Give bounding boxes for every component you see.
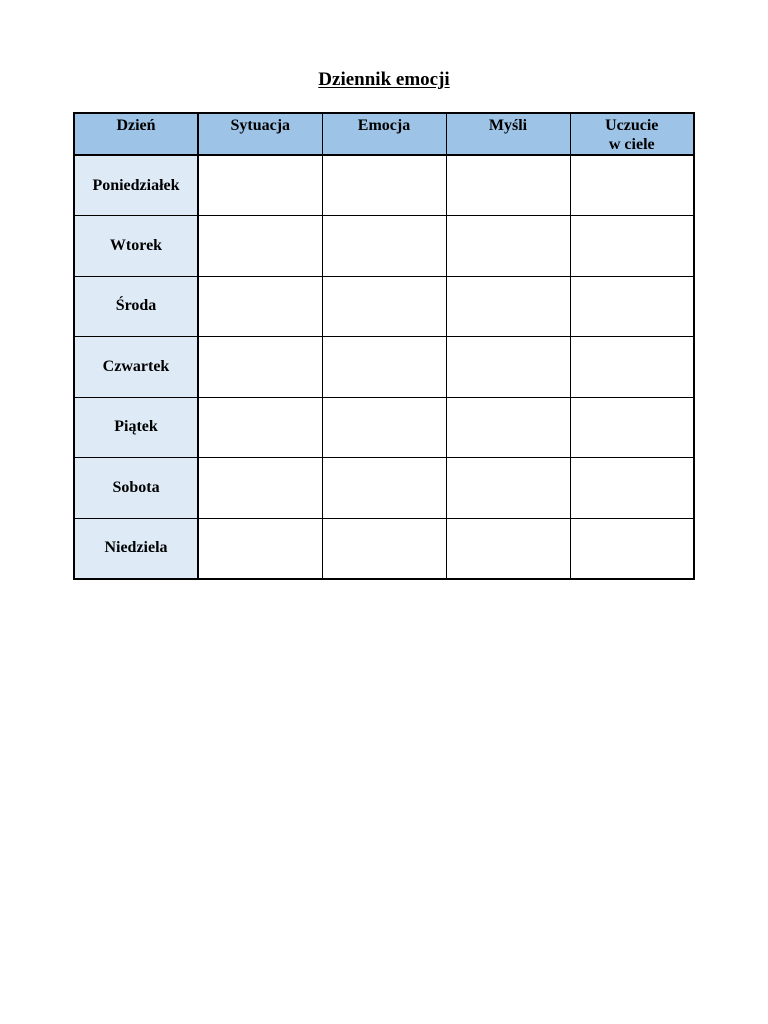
table-header-row <box>74 113 694 155</box>
day-label: Niedziela <box>74 518 198 579</box>
situation-cell[interactable] <box>198 276 322 337</box>
body-feeling-cell[interactable] <box>570 518 694 579</box>
body-feeling-cell[interactable] <box>570 337 694 398</box>
header-day: Dzień <box>74 113 198 155</box>
situation-cell[interactable] <box>198 216 322 277</box>
emotion-cell[interactable] <box>322 276 446 337</box>
thoughts-cell[interactable] <box>446 397 570 458</box>
situation-cell[interactable] <box>198 337 322 398</box>
day-label: Środa <box>74 276 198 337</box>
header-situation: Sytuacja <box>198 113 322 155</box>
day-label: Czwartek <box>74 337 198 398</box>
document-title: Dziennik emocji <box>318 69 450 90</box>
header-thoughts: Myśli <box>446 113 570 155</box>
situation-cell[interactable] <box>198 518 322 579</box>
thoughts-cell[interactable] <box>446 276 570 337</box>
day-label: Piątek <box>74 397 198 458</box>
table-row <box>74 155 694 216</box>
day-label: Sobota <box>74 458 198 519</box>
thoughts-cell[interactable] <box>446 337 570 398</box>
emotion-cell[interactable] <box>322 155 446 216</box>
thoughts-cell[interactable] <box>446 518 570 579</box>
table-row <box>74 397 694 458</box>
table-row <box>74 518 694 579</box>
thoughts-cell[interactable] <box>446 216 570 277</box>
situation-cell[interactable] <box>198 397 322 458</box>
table-row <box>74 276 694 337</box>
emotion-diary-table <box>73 112 695 580</box>
header-body-feeling-line2: w ciele <box>608 136 655 153</box>
emotion-cell[interactable] <box>322 397 446 458</box>
header-body-feeling <box>570 113 694 155</box>
header-emotion: Emocja <box>322 113 446 155</box>
day-label: Poniedziałek <box>74 155 198 216</box>
situation-cell[interactable] <box>198 155 322 216</box>
emotion-cell[interactable] <box>322 337 446 398</box>
table-row <box>74 216 694 277</box>
body-feeling-cell[interactable] <box>570 155 694 216</box>
emotion-cell[interactable] <box>322 518 446 579</box>
situation-cell[interactable] <box>198 458 322 519</box>
body-feeling-cell[interactable] <box>570 397 694 458</box>
day-label: Wtorek <box>74 216 198 277</box>
emotion-cell[interactable] <box>322 216 446 277</box>
emotion-cell[interactable] <box>322 458 446 519</box>
body-feeling-cell[interactable] <box>570 276 694 337</box>
table-row <box>74 337 694 398</box>
body-feeling-cell[interactable] <box>570 458 694 519</box>
thoughts-cell[interactable] <box>446 458 570 519</box>
header-body-feeling-line1: Uczucie <box>605 117 659 134</box>
thoughts-cell[interactable] <box>446 155 570 216</box>
table-row <box>74 458 694 519</box>
body-feeling-cell[interactable] <box>570 216 694 277</box>
